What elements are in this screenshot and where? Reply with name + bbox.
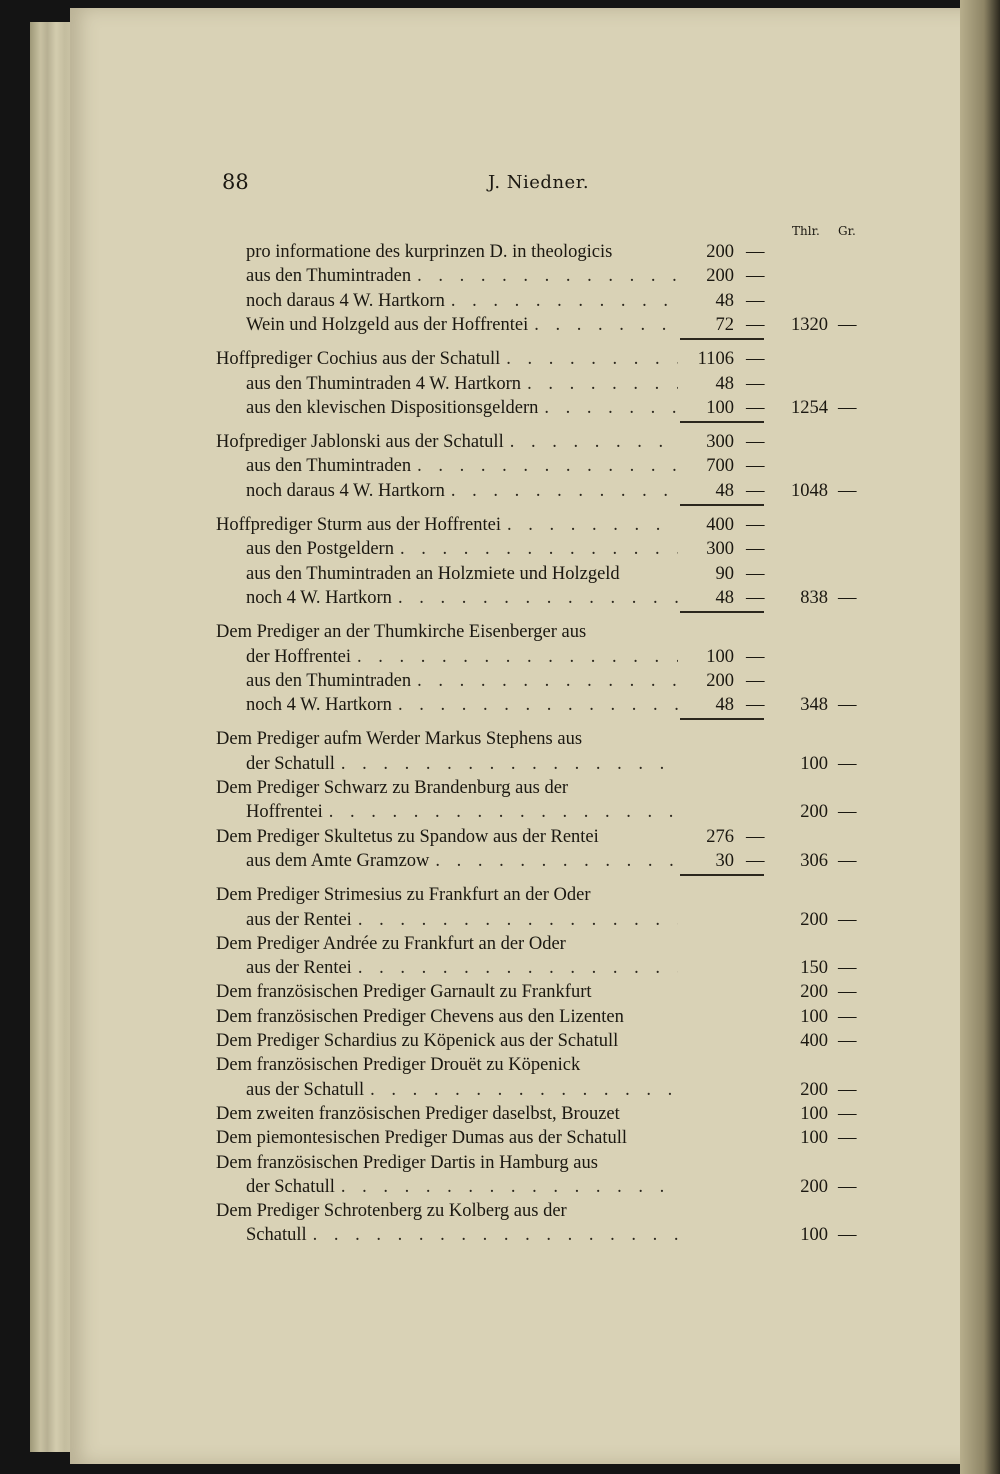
row-label xyxy=(216,430,678,454)
total-thaler: 200 xyxy=(800,1079,828,1100)
ledger-row xyxy=(0,1078,1000,1102)
total-groschen: — xyxy=(838,1225,857,1246)
row-label xyxy=(246,396,678,420)
row-label xyxy=(216,776,678,800)
ledger-row xyxy=(0,240,1000,264)
row-text: Hoffrentei xyxy=(246,802,323,823)
subtotal-thaler: 300 xyxy=(706,539,734,560)
ledger-row xyxy=(0,645,1000,669)
row-label xyxy=(246,645,678,669)
row-text: Dem Prediger Schwarz zu Brandenburg aus der xyxy=(216,778,569,798)
total-thaler: 100 xyxy=(800,1103,828,1124)
total-thaler: 200 xyxy=(800,982,828,1003)
row-label xyxy=(246,240,678,264)
row-label xyxy=(246,586,678,610)
ledger-row xyxy=(0,430,1000,454)
dot-leader xyxy=(364,1078,678,1102)
subtotal-groschen: — xyxy=(746,432,765,453)
dot-leader xyxy=(351,645,678,669)
ledger-row xyxy=(0,752,1000,776)
ledger-row xyxy=(0,479,1000,503)
dot-leader xyxy=(528,313,678,337)
total-thaler: 400 xyxy=(800,1031,828,1051)
subtotal-thaler: 48 xyxy=(715,587,734,608)
dot-leader xyxy=(501,513,678,537)
row-label xyxy=(246,1175,678,1199)
total-groschen: — xyxy=(838,982,857,1003)
total-groschen: — xyxy=(838,958,857,979)
total-groschen: — xyxy=(838,1103,857,1124)
ledger-row xyxy=(0,1199,1000,1223)
row-text: der Schatull xyxy=(246,753,335,774)
row-text: Dem Prediger aufm Werder Markus Stephens aus xyxy=(216,729,583,750)
row-label xyxy=(246,908,678,932)
row-text: der Hoffrentei xyxy=(246,646,351,667)
total-groschen: — xyxy=(838,1079,857,1100)
row-label xyxy=(246,1078,678,1102)
ledger-row xyxy=(0,776,1000,800)
dot-leader xyxy=(335,1175,678,1199)
ledger-row xyxy=(0,289,1000,313)
total-thaler: 348 xyxy=(800,695,828,716)
total-groschen: — xyxy=(838,480,857,501)
total-thaler: 200 xyxy=(800,909,828,930)
total-thaler: 100 xyxy=(800,753,828,774)
total-thaler: 100 xyxy=(800,1225,828,1246)
total-thaler: 100 xyxy=(800,1128,828,1149)
row-text: aus den Thumintraden xyxy=(246,266,412,287)
row-label xyxy=(216,1029,678,1053)
total-groschen: — xyxy=(838,850,857,871)
subtotal-groschen: — xyxy=(746,373,765,394)
dot-leader xyxy=(352,956,678,980)
ledger-row xyxy=(0,1029,1000,1053)
subtotal-thaler: 48 xyxy=(715,290,734,311)
total-thaler: 100 xyxy=(800,1006,828,1027)
ledger-row xyxy=(0,1126,1000,1150)
total-groschen: — xyxy=(838,909,857,930)
row-label xyxy=(246,537,678,561)
row-text: Dem Prediger an der Thumkirche Eisenberger aus xyxy=(216,622,587,643)
total-groschen: — xyxy=(838,802,857,823)
ledger-row xyxy=(0,347,1000,371)
row-label xyxy=(216,1126,678,1150)
row-text: aus den Thumintraden an Holzmiete und Holzgeld xyxy=(246,563,620,584)
dot-leader xyxy=(445,289,678,313)
total-groschen: — xyxy=(838,1176,857,1197)
subtotal-groschen: — xyxy=(746,826,765,847)
ledger-row xyxy=(0,1102,1000,1126)
dot-leader xyxy=(323,800,678,824)
column-header-thaler: Thlr. xyxy=(792,224,820,238)
total-thaler: 200 xyxy=(800,1176,828,1197)
ledger-row xyxy=(0,825,1000,849)
row-text: Dem Prediger Strimesius zu Frankfurt an der Oder xyxy=(216,885,591,906)
row-label xyxy=(216,1102,678,1126)
row-text: aus der Schatull xyxy=(246,1079,365,1100)
subtotal-thaler: 72 xyxy=(715,314,734,335)
ledger-row xyxy=(0,908,1000,932)
subtotal-groschen: — xyxy=(746,290,765,311)
total-thaler: 1254 xyxy=(791,397,828,418)
ledger-row xyxy=(0,849,1000,873)
subtotal-thaler: 90 xyxy=(715,563,734,584)
row-text: Dem französischen Prediger Drouët zu Köpenick xyxy=(216,1055,581,1076)
row-text: noch daraus 4 W. Hartkorn xyxy=(246,290,445,311)
total-groschen: — xyxy=(838,397,857,418)
row-label xyxy=(246,454,678,478)
subtotal-thaler: 100 xyxy=(706,646,734,667)
row-text: aus den Thumintraden 4 W. Hartkorn xyxy=(246,373,522,394)
ledger-row xyxy=(0,1151,1000,1175)
row-label xyxy=(246,289,678,313)
subtotal-groschen: — xyxy=(746,646,765,667)
dot-leader xyxy=(392,693,678,717)
dot-leader xyxy=(504,430,678,454)
ledger-row xyxy=(0,1005,1000,1029)
row-label xyxy=(216,932,678,956)
ledger-row xyxy=(0,693,1000,717)
row-text: aus den Postgeldern xyxy=(246,539,394,560)
row-label xyxy=(216,825,678,849)
subtotal-groschen: — xyxy=(746,850,765,871)
row-label xyxy=(246,669,678,693)
ledger-row xyxy=(0,800,1000,824)
subtotal-groschen: — xyxy=(746,670,765,691)
sum-rule xyxy=(680,718,764,720)
row-text: Dem französischen Prediger Garnault zu Frankfurt xyxy=(216,982,592,1003)
row-label xyxy=(246,562,678,586)
row-text: aus der Rentei xyxy=(246,958,352,979)
subtotal-groschen: — xyxy=(746,397,765,418)
ledger-row xyxy=(0,669,1000,693)
row-label xyxy=(216,980,678,1004)
total-groschen: — xyxy=(838,1006,857,1027)
row-label xyxy=(216,1053,678,1077)
ledger-row xyxy=(0,537,1000,561)
subtotal-thaler: 48 xyxy=(715,373,734,394)
row-text: noch daraus 4 W. Hartkorn xyxy=(246,480,445,501)
subtotal-thaler: 1106 xyxy=(697,349,734,370)
sum-rule xyxy=(680,421,764,423)
row-text: aus den Thumintraden xyxy=(246,456,412,477)
row-text: Wein und Holzgeld aus der Hoffrentei xyxy=(246,314,529,335)
ledger-row xyxy=(0,1175,1000,1199)
dot-leader xyxy=(394,537,678,561)
ledger-row xyxy=(0,372,1000,396)
row-label xyxy=(246,264,678,288)
row-text: Dem Prediger Skultetus zu Spandow aus der Rentei xyxy=(216,826,599,847)
total-thaler: 1320 xyxy=(791,314,828,335)
dot-leader xyxy=(445,479,678,503)
row-label xyxy=(246,956,678,980)
row-text: Dem französischen Prediger Dartis in Hamburg aus xyxy=(216,1152,598,1173)
ledger-row xyxy=(0,932,1000,956)
ledger-row xyxy=(0,620,1000,644)
dot-leader xyxy=(392,586,678,610)
subtotal-thaler: 30 xyxy=(715,850,734,871)
page-number: 88 xyxy=(222,170,249,194)
row-text: aus dem Amte Gramzow xyxy=(246,850,430,871)
running-head: J. Niedner. xyxy=(488,172,590,193)
ledger-row xyxy=(0,264,1000,288)
sum-rule xyxy=(680,504,764,506)
row-text: pro informatione des kurprinzen D. in theologicis xyxy=(246,242,613,262)
row-label xyxy=(216,1005,678,1029)
total-thaler: 306 xyxy=(800,850,828,871)
subtotal-thaler: 100 xyxy=(706,397,734,418)
total-groschen: — xyxy=(838,695,857,716)
ledger-row xyxy=(0,513,1000,537)
row-text: aus den Thumintraden xyxy=(246,670,412,691)
row-label xyxy=(246,372,678,396)
total-groschen: — xyxy=(838,314,857,335)
subtotal-thaler: 200 xyxy=(706,266,734,287)
dot-leader xyxy=(411,454,678,478)
total-thaler: 1048 xyxy=(791,480,828,501)
total-thaler: 838 xyxy=(800,587,828,608)
column-header-groschen: Gr. xyxy=(838,224,856,238)
sum-rule xyxy=(680,338,764,340)
dot-leader xyxy=(335,752,678,776)
row-label xyxy=(216,1151,678,1175)
row-label xyxy=(246,1223,678,1247)
dot-leader xyxy=(538,396,678,420)
dot-leader xyxy=(500,347,678,371)
row-text: Hoffprediger Cochius aus der Schatull xyxy=(216,349,501,370)
row-label xyxy=(246,313,678,337)
subtotal-groschen: — xyxy=(746,695,765,716)
dot-leader xyxy=(307,1223,678,1247)
row-label xyxy=(246,800,678,824)
row-label xyxy=(246,849,678,873)
total-thaler: 200 xyxy=(800,802,828,823)
row-label xyxy=(216,727,678,751)
row-text: Hoffprediger Sturm aus der Hoffrentei xyxy=(216,515,501,535)
subtotal-thaler: 200 xyxy=(706,670,734,691)
subtotal-groschen: — xyxy=(746,266,765,287)
ledger-row xyxy=(0,396,1000,420)
sum-rule xyxy=(680,611,764,613)
subtotal-thaler: 300 xyxy=(706,432,734,453)
dot-leader xyxy=(411,264,678,288)
subtotal-groschen: — xyxy=(746,515,765,535)
ledger-row xyxy=(0,1053,1000,1077)
row-text: der Schatull xyxy=(246,1176,335,1197)
row-text: Dem französischen Prediger Chevens aus den Lizenten xyxy=(216,1006,624,1027)
subtotal-groschen: — xyxy=(746,587,765,608)
subtotal-groschen: — xyxy=(746,242,765,262)
row-label xyxy=(216,883,678,907)
dot-leader xyxy=(429,849,678,873)
dot-leader xyxy=(352,908,678,932)
subtotal-groschen: — xyxy=(746,456,765,477)
row-text: aus den klevischen Dispositionsgeldern xyxy=(246,397,539,418)
ledger-row xyxy=(0,727,1000,751)
ledger-row xyxy=(0,454,1000,478)
row-text: Dem piemontesischen Prediger Dumas aus der Schatull xyxy=(216,1128,628,1149)
ledger-row xyxy=(0,313,1000,337)
ledger-row xyxy=(0,1223,1000,1247)
total-groschen: — xyxy=(838,1031,857,1051)
subtotal-thaler: 48 xyxy=(715,480,734,501)
row-text: noch 4 W. Hartkorn xyxy=(246,587,392,608)
ledger-row xyxy=(0,883,1000,907)
ledger-row xyxy=(0,980,1000,1004)
row-label xyxy=(216,513,678,537)
ledger-row xyxy=(0,562,1000,586)
row-text: aus der Rentei xyxy=(246,909,352,930)
row-label xyxy=(246,693,678,717)
total-groschen: — xyxy=(838,1128,857,1149)
ledger-row xyxy=(0,956,1000,980)
subtotal-thaler: 48 xyxy=(715,695,734,716)
sum-rule xyxy=(680,874,764,876)
subtotal-groschen: — xyxy=(746,563,765,584)
subtotal-thaler: 700 xyxy=(706,456,734,477)
subtotal-thaler: 200 xyxy=(706,242,734,262)
row-text: Dem Prediger Schrotenberg zu Kolberg aus der xyxy=(216,1201,567,1222)
subtotal-groschen: — xyxy=(746,539,765,560)
subtotal-thaler: 400 xyxy=(706,515,734,535)
dot-leader xyxy=(411,669,678,693)
total-groschen: — xyxy=(838,753,857,774)
row-text: noch 4 W. Hartkorn xyxy=(246,695,392,716)
row-text: Hofprediger Jablonski aus der Schatull xyxy=(216,432,504,453)
subtotal-thaler: 276 xyxy=(706,826,734,847)
ledger-row xyxy=(0,586,1000,610)
total-groschen: — xyxy=(838,587,857,608)
row-text: Dem zweiten französischen Prediger daselbst, Brouzet xyxy=(216,1103,620,1124)
row-text: Dem Prediger Schardius zu Köpenick aus der Schatull xyxy=(216,1031,619,1051)
row-label xyxy=(246,752,678,776)
total-thaler: 150 xyxy=(800,958,828,979)
row-label xyxy=(216,620,678,644)
row-text: Schatull xyxy=(246,1225,307,1246)
dot-leader xyxy=(521,372,678,396)
subtotal-groschen: — xyxy=(746,349,765,370)
subtotal-groschen: — xyxy=(746,480,765,501)
subtotal-groschen: — xyxy=(746,314,765,335)
row-label xyxy=(216,347,678,371)
row-label xyxy=(246,479,678,503)
row-text: Dem Prediger Andrée zu Frankfurt an der Oder xyxy=(216,933,566,954)
row-label xyxy=(216,1199,678,1223)
